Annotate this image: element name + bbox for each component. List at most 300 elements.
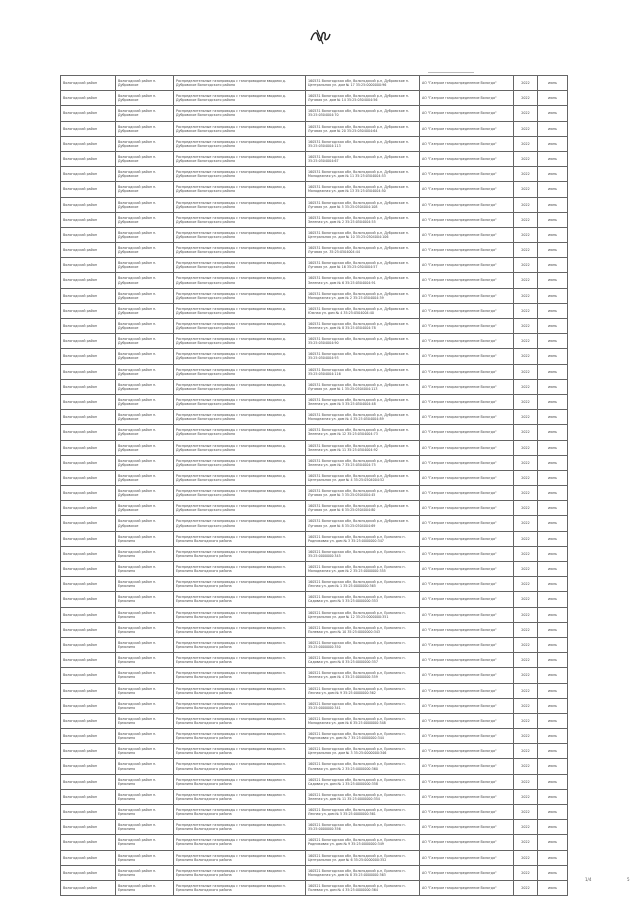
district-cell: Вологодский район bbox=[61, 243, 116, 258]
address-cell: 160531 Вологодская обл, Вологодский р-н, Дубровское п. Центральная ул. дом № 10 35:25:0504004:106 bbox=[306, 227, 420, 242]
settlement-cell: Вологодский район п. Ермолино bbox=[116, 531, 174, 546]
month-cell: июль bbox=[538, 683, 568, 698]
owner-cell: АО "Газпром газораспределение Вологда" bbox=[420, 622, 514, 637]
settlement-cell: Вологодский район п. Дубровское bbox=[116, 425, 174, 440]
table-row bbox=[61, 622, 568, 637]
address-cell: 160521 Вологодская обл, Вологодский р-н, Ермолино п. Молодежная ул. дом № 6 35:25:0000000:348 bbox=[306, 713, 420, 728]
table-row bbox=[61, 668, 568, 683]
settlement-cell: Вологодский район п. Ермолино bbox=[116, 653, 174, 668]
owner-cell: АО "Газпром газораспределение Вологда" bbox=[420, 577, 514, 592]
district-cell: Вологодский район bbox=[61, 197, 116, 212]
address-cell: 160531 Вологодская обл, Вологодский р-н, Дубровское п. Луговая ул. дом № 20 35:25:0504004:64 bbox=[306, 121, 420, 136]
address-cell: 160531 Вологодская обл, Вологодский р-н, Дубровское п. Центральная ул. дом № 4 35:25:0504004:52 bbox=[306, 470, 420, 485]
settlement-cell: Вологодский район п. Дубровское bbox=[116, 227, 174, 242]
owner-cell: АО "Газпром газораспределение Вологда" bbox=[420, 744, 514, 759]
year-cell: 2022 bbox=[514, 774, 538, 789]
owner-cell: АО "Газпром газораспределение Вологда" bbox=[420, 774, 514, 789]
district-cell: Вологодский район bbox=[61, 501, 116, 516]
year-cell: 2022 bbox=[514, 106, 538, 121]
table-row bbox=[61, 182, 568, 197]
owner-cell: АО "Газпром газораспределение Вологда" bbox=[420, 546, 514, 561]
address-cell: 160521 Вологодская обл, Вологодский р-н, Ермолино п. Родниковая ул. дом № 3 35:25:0000000:347 bbox=[306, 531, 420, 546]
settlement-cell: Вологодский район п. Дубровское bbox=[116, 319, 174, 334]
district-cell: Вологодский район bbox=[61, 288, 116, 303]
settlement-cell: Вологодский район п. Ермолино bbox=[116, 698, 174, 713]
address-cell: 160531 Вологодская обл, Вологодский р-н, Дубровское п. Зеленая ул. дом № 5 35:25:0504004:48 bbox=[306, 394, 420, 409]
district-cell: Вологодский район bbox=[61, 486, 116, 501]
year-cell: 2022 bbox=[514, 379, 538, 394]
address-cell: 160531 Вологодская обл, Вологодский р-н, Дубровское п. Луговая ул. 35:25:0504004:44 bbox=[306, 243, 420, 258]
object-cell: Распределительные газопроводы с газопроводами вводами д. Дубровское Вологодского района bbox=[174, 349, 306, 364]
settlement-cell: Вологодский район п. Дубровское bbox=[116, 394, 174, 409]
object-cell: Распределительные газопроводы с газопроводами вводами д. Дубровское Вологодского района bbox=[174, 516, 306, 531]
district-cell: Вологодский район bbox=[61, 227, 116, 242]
settlement-cell: Вологодский район п. Ермолино bbox=[116, 637, 174, 652]
year-cell: 2022 bbox=[514, 394, 538, 409]
address-cell: 160521 Вологодская обл, Вологодский р-н, Ермолино п. Родниковая ул. дом № 7 35:25:0000000:344 bbox=[306, 729, 420, 744]
settlement-cell: Вологодский район п. Ермолино bbox=[116, 713, 174, 728]
year-cell: 2022 bbox=[514, 76, 538, 91]
object-cell: Распределительные газопроводы с газопроводами вводами д. Дубровское Вологодского района bbox=[174, 303, 306, 318]
month-cell: июль bbox=[538, 562, 568, 577]
object-cell: Распределительные газопроводы с газопроводами вводами д. Дубровское Вологодского района bbox=[174, 379, 306, 394]
owner-cell: АО "Газпром газораспределение Вологда" bbox=[420, 319, 514, 334]
month-cell: июль bbox=[538, 546, 568, 561]
district-cell: Вологодский район bbox=[61, 394, 116, 409]
settlement-cell: Вологодский район п. Дубровское bbox=[116, 167, 174, 182]
register-table bbox=[60, 75, 568, 896]
table-row bbox=[61, 516, 568, 531]
owner-cell: АО "Газпром газораспределение Вологда" bbox=[420, 592, 514, 607]
month-cell: июль bbox=[538, 744, 568, 759]
month-cell: июнь bbox=[538, 394, 568, 409]
owner-cell: АО "Газпром газораспределение Вологда" bbox=[420, 455, 514, 470]
owner-cell: АО "Газпром газораспределение Вологда" bbox=[420, 227, 514, 242]
owner-cell: АО "Газпром газораспределение Вологда" bbox=[420, 759, 514, 774]
settlement-cell: Вологодский район п. Ермолино bbox=[116, 622, 174, 637]
month-cell: июнь bbox=[538, 288, 568, 303]
table-row bbox=[61, 546, 568, 561]
district-cell: Вологодский район bbox=[61, 880, 116, 895]
table-row bbox=[61, 744, 568, 759]
year-cell: 2022 bbox=[514, 121, 538, 136]
table-row bbox=[61, 273, 568, 288]
year-cell: 2022 bbox=[514, 562, 538, 577]
address-cell: 160521 Вологодская обл, Вологодский р-н, Ермолино п. Садовая ул. дом № 5 35:25:0000000:353 bbox=[306, 592, 420, 607]
table-row bbox=[61, 653, 568, 668]
settlement-cell: Вологодский район п. Ермолино bbox=[116, 562, 174, 577]
district-cell: Вологодский район bbox=[61, 562, 116, 577]
month-cell: июль bbox=[538, 531, 568, 546]
month-cell: июнь bbox=[538, 258, 568, 273]
month-cell: июнь bbox=[538, 455, 568, 470]
table-row bbox=[61, 592, 568, 607]
owner-cell: АО "Газпром газораспределение Вологда" bbox=[420, 394, 514, 409]
object-cell: Распределительные газопроводы с газопроводами вводами п. Ермолино Вологодского района bbox=[174, 592, 306, 607]
object-cell: Распределительные газопроводы с газопроводами вводами п. Ермолино Вологодского района bbox=[174, 577, 306, 592]
object-cell: Распределительные газопроводы с газопроводами вводами п. Ермолино Вологодского района bbox=[174, 880, 306, 895]
owner-cell: АО "Газпром газораспределение Вологда" bbox=[420, 91, 514, 106]
district-cell: Вологодский район bbox=[61, 136, 116, 151]
address-cell: 160521 Вологодская обл, Вологодский р-н, Ермолино п. 35:25:0000000:356 bbox=[306, 820, 420, 835]
month-cell: июль bbox=[538, 607, 568, 622]
district-cell: Вологодский район bbox=[61, 364, 116, 379]
settlement-cell: Вологодский район п. Дубровское bbox=[116, 136, 174, 151]
owner-cell: АО "Газпром газораспределение Вологда" bbox=[420, 668, 514, 683]
year-cell: 2022 bbox=[514, 835, 538, 850]
district-cell: Вологодский район bbox=[61, 319, 116, 334]
settlement-cell: Вологодский район п. Дубровское bbox=[116, 197, 174, 212]
district-cell: Вологодский район bbox=[61, 774, 116, 789]
object-cell: Распределительные газопроводы с газопроводами вводами д. Дубровское Вологодского района bbox=[174, 273, 306, 288]
settlement-cell: Вологодский район п. Ермолино bbox=[116, 880, 174, 895]
district-cell: Вологодский район bbox=[61, 121, 116, 136]
owner-cell: АО "Газпром газораспределение Вологда" bbox=[420, 212, 514, 227]
footer-page-left: 1/4 bbox=[585, 877, 592, 882]
object-cell: Распределительные газопроводы с газопроводами вводами п. Ермолино Вологодского района bbox=[174, 562, 306, 577]
table-row bbox=[61, 288, 568, 303]
object-cell: Распределительные газопроводы с газопроводами вводами д. Дубровское Вологодского района bbox=[174, 182, 306, 197]
settlement-cell: Вологодский район п. Дубровское bbox=[116, 243, 174, 258]
object-cell: Распределительные газопроводы с газопроводами вводами п. Ермолино Вологодского района bbox=[174, 531, 306, 546]
address-cell: 160531 Вологодская обл, Вологодский р-н, Дубровское п. Луговая ул. дом № 8 35:25:0504004:69 bbox=[306, 516, 420, 531]
footer-page-right: 5 bbox=[627, 877, 630, 882]
settlement-cell: Вологодский район п. Дубровское bbox=[116, 212, 174, 227]
year-cell: 2022 bbox=[514, 273, 538, 288]
owner-cell: АО "Газпром газораспределение Вологда" bbox=[420, 303, 514, 318]
district-cell: Вологодский район bbox=[61, 273, 116, 288]
address-cell: 160531 Вологодская обл, Вологодский р-н, Дубровское п. 35:25:0504004:113 bbox=[306, 136, 420, 151]
settlement-cell: Вологодский район п. Дубровское bbox=[116, 303, 174, 318]
address-cell: 160521 Вологодская обл, Вологодский р-н, Ермолино п. Центральная ул. дом № 6 35:25:0000000:352 bbox=[306, 850, 420, 865]
owner-cell: АО "Газпром газораспределение Вологда" bbox=[420, 880, 514, 895]
year-cell: 2022 bbox=[514, 531, 538, 546]
address-cell: 160521 Вологодская обл, Вологодский р-н, Ермолино п. Садовая ул. дом № 8 35:25:0000000:357 bbox=[306, 653, 420, 668]
object-cell: Распределительные газопроводы с газопроводами вводами п. Ермолино Вологодского района bbox=[174, 637, 306, 652]
address-cell: 160531 Вологодская обл, Вологодский р-н, Дубровское п. Луговая ул. дом № 16 35:25:0504004:57 bbox=[306, 258, 420, 273]
object-cell: Распределительные газопроводы с газопроводами вводами п. Ермолино Вологодского района bbox=[174, 622, 306, 637]
district-cell: Вологодский район bbox=[61, 759, 116, 774]
month-cell: июль bbox=[538, 713, 568, 728]
settlement-cell: Вологодский район п. Дубровское bbox=[116, 121, 174, 136]
object-cell: Распределительные газопроводы с газопроводами вводами д. Дубровское Вологодского района bbox=[174, 470, 306, 485]
month-cell: июнь bbox=[538, 440, 568, 455]
table-row bbox=[61, 303, 568, 318]
header-rule bbox=[428, 72, 474, 73]
settlement-cell: Вологодский район п. Дубровское bbox=[116, 470, 174, 485]
owner-cell: АО "Газпром газораспределение Вологда" bbox=[420, 820, 514, 835]
settlement-cell: Вологодский район п. Ермолино bbox=[116, 774, 174, 789]
month-cell: июнь bbox=[538, 273, 568, 288]
table-row bbox=[61, 394, 568, 409]
owner-cell: АО "Газпром газораспределение Вологда" bbox=[420, 835, 514, 850]
table-row bbox=[61, 106, 568, 121]
year-cell: 2022 bbox=[514, 455, 538, 470]
table-row bbox=[61, 91, 568, 106]
district-cell: Вологодский район bbox=[61, 668, 116, 683]
object-cell: Распределительные газопроводы с газопроводами вводами п. Ермолино Вологодского района bbox=[174, 805, 306, 820]
address-cell: 160521 Вологодская обл, Вологодский р-н, Ермолино п. Зеленая ул. дом № 4 35:25:0000000:359 bbox=[306, 668, 420, 683]
year-cell: 2022 bbox=[514, 546, 538, 561]
year-cell: 2022 bbox=[514, 820, 538, 835]
year-cell: 2022 bbox=[514, 668, 538, 683]
object-cell: Распределительные газопроводы с газопроводами вводами п. Ермолино Вологодского района bbox=[174, 668, 306, 683]
year-cell: 2022 bbox=[514, 789, 538, 804]
object-cell: Распределительные газопроводы с газопроводами вводами д. Дубровское Вологодского района bbox=[174, 288, 306, 303]
object-cell: Распределительные газопроводы с газопроводами вводами п. Ермолино Вологодского района bbox=[174, 850, 306, 865]
settlement-cell: Вологодский район п. Дубровское bbox=[116, 349, 174, 364]
address-cell: 160531 Вологодская обл, Вологодский р-н, Дубровское п. Луговая ул. дом № 3 35:25:0504004:45 bbox=[306, 486, 420, 501]
table-row bbox=[61, 713, 568, 728]
object-cell: Распределительные газопроводы с газопроводами вводами п. Ермолино Вологодского района bbox=[174, 607, 306, 622]
table-row bbox=[61, 364, 568, 379]
object-cell: Распределительные газопроводы с газопроводами вводами д. Дубровское Вологодского района bbox=[174, 121, 306, 136]
month-cell: июнь bbox=[538, 379, 568, 394]
table-row bbox=[61, 197, 568, 212]
owner-cell: АО "Газпром газораспределение Вологда" bbox=[420, 486, 514, 501]
table-row bbox=[61, 334, 568, 349]
object-cell: Распределительные газопроводы с газопроводами вводами д. Дубровское Вологодского района bbox=[174, 227, 306, 242]
month-cell: июль bbox=[538, 805, 568, 820]
district-cell: Вологодский район bbox=[61, 805, 116, 820]
address-cell: 160531 Вологодская обл, Вологодский р-н, Дубровское п. 35:25:0504004:70 bbox=[306, 106, 420, 121]
owner-cell: АО "Газпром газораспределение Вологда" bbox=[420, 562, 514, 577]
owner-cell: АО "Газпром газораспределение Вологда" bbox=[420, 106, 514, 121]
table-row bbox=[61, 440, 568, 455]
settlement-cell: Вологодский район п. Дубровское bbox=[116, 516, 174, 531]
table-row bbox=[61, 805, 568, 820]
settlement-cell: Вологодский район п. Ермолино bbox=[116, 729, 174, 744]
district-cell: Вологодский район bbox=[61, 865, 116, 880]
district-cell: Вологодский район bbox=[61, 577, 116, 592]
month-cell: июль bbox=[538, 865, 568, 880]
settlement-cell: Вологодский район п. Ермолино bbox=[116, 820, 174, 835]
month-cell: июнь bbox=[538, 303, 568, 318]
address-cell: 160531 Вологодская обл, Вологодский р-н, Дубровское п. Зеленая ул. дом № 12 35:25:0504004:73 bbox=[306, 425, 420, 440]
owner-cell: АО "Газпром газораспределение Вологда" bbox=[420, 349, 514, 364]
month-cell: июль bbox=[538, 622, 568, 637]
district-cell: Вологодский район bbox=[61, 410, 116, 425]
signature-mark bbox=[308, 28, 332, 46]
month-cell: июнь bbox=[538, 212, 568, 227]
object-cell: Распределительные газопроводы с газопроводами вводами п. Ермолино Вологодского района bbox=[174, 835, 306, 850]
table-row bbox=[61, 729, 568, 744]
settlement-cell: Вологодский район п. Дубровское bbox=[116, 91, 174, 106]
owner-cell: АО "Газпром газораспределение Вологда" bbox=[420, 410, 514, 425]
month-cell: июнь bbox=[538, 136, 568, 151]
table-row bbox=[61, 607, 568, 622]
settlement-cell: Вологодский район п. Дубровское bbox=[116, 486, 174, 501]
year-cell: 2022 bbox=[514, 410, 538, 425]
month-cell: июнь bbox=[538, 121, 568, 136]
object-cell: Распределительные газопроводы с газопроводами вводами д. Дубровское Вологодского района bbox=[174, 197, 306, 212]
owner-cell: АО "Газпром газораспределение Вологда" bbox=[420, 364, 514, 379]
owner-cell: АО "Газпром газораспределение Вологда" bbox=[420, 850, 514, 865]
object-cell: Распределительные газопроводы с газопроводами вводами д. Дубровское Вологодского района bbox=[174, 334, 306, 349]
district-cell: Вологодский район bbox=[61, 167, 116, 182]
district-cell: Вологодский район bbox=[61, 592, 116, 607]
table-row bbox=[61, 865, 568, 880]
settlement-cell: Вологодский район п. Ермолино bbox=[116, 744, 174, 759]
settlement-cell: Вологодский район п. Ермолино bbox=[116, 835, 174, 850]
owner-cell: АО "Газпром газораспределение Вологда" bbox=[420, 182, 514, 197]
address-cell: 160531 Вологодская обл, Вологодский р-н, Дубровское п. 35:25:0504004:93 bbox=[306, 349, 420, 364]
address-cell: 160531 Вологодская обл, Вологодский р-н, Дубровское п. Южная ул. дом № 4 35:25:0504004:40 bbox=[306, 303, 420, 318]
year-cell: 2022 bbox=[514, 592, 538, 607]
settlement-cell: Вологодский район п. Ермолино bbox=[116, 546, 174, 561]
owner-cell: АО "Газпром газораспределение Вологда" bbox=[420, 713, 514, 728]
district-cell: Вологодский район bbox=[61, 334, 116, 349]
settlement-cell: Вологодский район п. Ермолино bbox=[116, 592, 174, 607]
month-cell: июнь bbox=[538, 319, 568, 334]
address-cell: 160521 Вологодская обл, Вологодский р-н, Ермолино п. Полевая ул. дом № 10 35:25:0000000:343 bbox=[306, 622, 420, 637]
table-row bbox=[61, 167, 568, 182]
address-cell: 160531 Вологодская обл, Вологодский р-н, Дубровское п. Луговая ул. дом № 5 35:25:0504004:108 bbox=[306, 197, 420, 212]
month-cell: июнь bbox=[538, 486, 568, 501]
owner-cell: АО "Газпром газораспределение Вологда" bbox=[420, 729, 514, 744]
year-cell: 2022 bbox=[514, 516, 538, 531]
settlement-cell: Вологодский район п. Дубровское bbox=[116, 258, 174, 273]
month-cell: июнь bbox=[538, 106, 568, 121]
owner-cell: АО "Газпром газораспределение Вологда" bbox=[420, 501, 514, 516]
year-cell: 2022 bbox=[514, 425, 538, 440]
owner-cell: АО "Газпром газораспределение Вологда" bbox=[420, 683, 514, 698]
district-cell: Вологодский район bbox=[61, 76, 116, 91]
table-row bbox=[61, 759, 568, 774]
month-cell: июль bbox=[538, 577, 568, 592]
table-row bbox=[61, 531, 568, 546]
month-cell: июнь bbox=[538, 76, 568, 91]
owner-cell: АО "Газпром газораспределение Вологда" bbox=[420, 637, 514, 652]
month-cell: июнь bbox=[538, 501, 568, 516]
address-cell: 160521 Вологодская обл, Вологодский р-н, Ермолино п. Центральная ул. дом № 3 35:25:0000000:346 bbox=[306, 744, 420, 759]
table-row bbox=[61, 683, 568, 698]
object-cell: Распределительные газопроводы с газопроводами вводами п. Ермолино Вологодского района bbox=[174, 698, 306, 713]
address-cell: 160531 Вологодская обл, Вологодский р-н, Дубровское п. Молодежная ул. дом № 13 35:25:0504004:50 bbox=[306, 182, 420, 197]
settlement-cell: Вологодский район п. Дубровское bbox=[116, 379, 174, 394]
district-cell: Вологодский район bbox=[61, 546, 116, 561]
settlement-cell: Вологодский район п. Дубровское bbox=[116, 455, 174, 470]
address-cell: 160531 Вологодская обл, Вологодский р-н, Дубровское п. 35:25:0504004:90 bbox=[306, 334, 420, 349]
month-cell: июнь bbox=[538, 425, 568, 440]
object-cell: Распределительные газопроводы с газопроводами вводами п. Ермолино Вологодского района bbox=[174, 759, 306, 774]
month-cell: июль bbox=[538, 789, 568, 804]
table-row bbox=[61, 789, 568, 804]
owner-cell: АО "Газпром газораспределение Вологда" bbox=[420, 258, 514, 273]
object-cell: Распределительные газопроводы с газопроводами вводами д. Дубровское Вологодского района bbox=[174, 167, 306, 182]
year-cell: 2022 bbox=[514, 637, 538, 652]
table-row bbox=[61, 577, 568, 592]
object-cell: Распределительные газопроводы с газопроводами вводами п. Ермолино Вологодского района bbox=[174, 713, 306, 728]
object-cell: Распределительные газопроводы с газопроводами вводами д. Дубровское Вологодского района bbox=[174, 91, 306, 106]
month-cell: июнь bbox=[538, 334, 568, 349]
table-row bbox=[61, 212, 568, 227]
owner-cell: АО "Газпром газораспределение Вологда" bbox=[420, 167, 514, 182]
address-cell: 160531 Вологодская обл, Вологодский р-н, Дубровское п. Луговая ул. дом № 1 35:25:0504004:113 bbox=[306, 379, 420, 394]
year-cell: 2022 bbox=[514, 212, 538, 227]
owner-cell: АО "Газпром газораспределение Вологда" bbox=[420, 151, 514, 166]
month-cell: июнь bbox=[538, 243, 568, 258]
owner-cell: АО "Газпром газораспределение Вологда" bbox=[420, 76, 514, 91]
year-cell: 2022 bbox=[514, 227, 538, 242]
address-cell: 160531 Вологодская обл, Вологодский р-н, Дубровское п. 35:25:0504004:116 bbox=[306, 364, 420, 379]
address-cell: 160521 Вологодская обл, Вологодский р-н, Ермолино п. Центральная ул. дом № 12 35:25:0000000:351 bbox=[306, 607, 420, 622]
district-cell: Вологодский район bbox=[61, 470, 116, 485]
month-cell: июнь bbox=[538, 410, 568, 425]
district-cell: Вологодский район bbox=[61, 106, 116, 121]
owner-cell: АО "Газпром газораспределение Вологда" bbox=[420, 136, 514, 151]
table-row bbox=[61, 243, 568, 258]
month-cell: июль bbox=[538, 835, 568, 850]
year-cell: 2022 bbox=[514, 577, 538, 592]
object-cell: Распределительные газопроводы с газопроводами вводами д. Дубровское Вологодского района bbox=[174, 76, 306, 91]
year-cell: 2022 bbox=[514, 288, 538, 303]
object-cell: Распределительные газопроводы с газопроводами вводами д. Дубровское Вологодского района bbox=[174, 212, 306, 227]
year-cell: 2022 bbox=[514, 865, 538, 880]
settlement-cell: Вологодский район п. Ермолино bbox=[116, 789, 174, 804]
address-cell: 160521 Вологодская обл, Вологодский р-н, Ермолино п. Полевая ул. дом № 4 35:25:0000000:364 bbox=[306, 880, 420, 895]
year-cell: 2022 bbox=[514, 729, 538, 744]
month-cell: июнь bbox=[538, 470, 568, 485]
address-cell: 160521 Вологодская обл, Вологодский р-н, Ермолино п. Зеленая ул. дом № 11 35:25:0000000:354 bbox=[306, 789, 420, 804]
owner-cell: АО "Газпром газораспределение Вологда" bbox=[420, 288, 514, 303]
district-cell: Вологодский район bbox=[61, 349, 116, 364]
settlement-cell: Вологодский район п. Ермолино bbox=[116, 865, 174, 880]
settlement-cell: Вологодский район п. Ермолино bbox=[116, 759, 174, 774]
settlement-cell: Вологодский район п. Дубровское bbox=[116, 76, 174, 91]
month-cell: июль bbox=[538, 729, 568, 744]
object-cell: Распределительные газопроводы с газопроводами вводами д. Дубровское Вологодского района bbox=[174, 394, 306, 409]
object-cell: Распределительные газопроводы с газопроводами вводами д. Дубровское Вологодского района bbox=[174, 440, 306, 455]
year-cell: 2022 bbox=[514, 759, 538, 774]
district-cell: Вологодский район bbox=[61, 516, 116, 531]
table-row bbox=[61, 501, 568, 516]
table-row bbox=[61, 319, 568, 334]
month-cell: июль bbox=[538, 759, 568, 774]
object-cell: Распределительные газопроводы с газопроводами вводами п. Ермолино Вологодского района bbox=[174, 546, 306, 561]
owner-cell: АО "Газпром газораспределение Вологда" bbox=[420, 789, 514, 804]
table-row bbox=[61, 774, 568, 789]
month-cell: июль bbox=[538, 592, 568, 607]
address-cell: 160521 Вологодская обл, Вологодский р-н, Ермолино п. Полевая ул. дом № 2 35:25:0000000:360 bbox=[306, 759, 420, 774]
owner-cell: АО "Газпром газораспределение Вологда" bbox=[420, 334, 514, 349]
settlement-cell: Вологодский район п. Дубровское bbox=[116, 182, 174, 197]
object-cell: Распределительные газопроводы с газопроводами вводами п. Ермолино Вологодского района bbox=[174, 683, 306, 698]
address-cell: 160521 Вологодская обл, Вологодский р-н, Ермолино п. 35:25:0000000:341 bbox=[306, 698, 420, 713]
table-row bbox=[61, 562, 568, 577]
object-cell: Распределительные газопроводы с газопроводами вводами п. Ермолино Вологодского района bbox=[174, 820, 306, 835]
district-cell: Вологодский район bbox=[61, 258, 116, 273]
settlement-cell: Вологодский район п. Ермолино bbox=[116, 850, 174, 865]
address-cell: 160531 Вологодская обл, Вологодский р-н, Дубровское п. 35:25:0504004:67 bbox=[306, 151, 420, 166]
table-row bbox=[61, 227, 568, 242]
month-cell: июнь bbox=[538, 197, 568, 212]
address-cell: 160521 Вологодская обл, Вологодский р-н, Ермолино п. Лесная ул. дом № 1 35:25:0000000:365 bbox=[306, 577, 420, 592]
district-cell: Вологодский район bbox=[61, 820, 116, 835]
table-row bbox=[61, 820, 568, 835]
year-cell: 2022 bbox=[514, 607, 538, 622]
month-cell: июль bbox=[538, 820, 568, 835]
district-cell: Вологодский район bbox=[61, 729, 116, 744]
owner-cell: АО "Газпром газораспределение Вологда" bbox=[420, 197, 514, 212]
settlement-cell: Вологодский район п. Дубровское bbox=[116, 273, 174, 288]
month-cell: июнь bbox=[538, 516, 568, 531]
year-cell: 2022 bbox=[514, 197, 538, 212]
month-cell: июнь bbox=[538, 91, 568, 106]
year-cell: 2022 bbox=[514, 258, 538, 273]
address-cell: 160531 Вологодская обл, Вологодский р-н, Дубровское п. Молодежная ул. дом № 4 35:25:0504004:89 bbox=[306, 410, 420, 425]
object-cell: Распределительные газопроводы с газопроводами вводами п. Ермолино Вологодского района bbox=[174, 865, 306, 880]
